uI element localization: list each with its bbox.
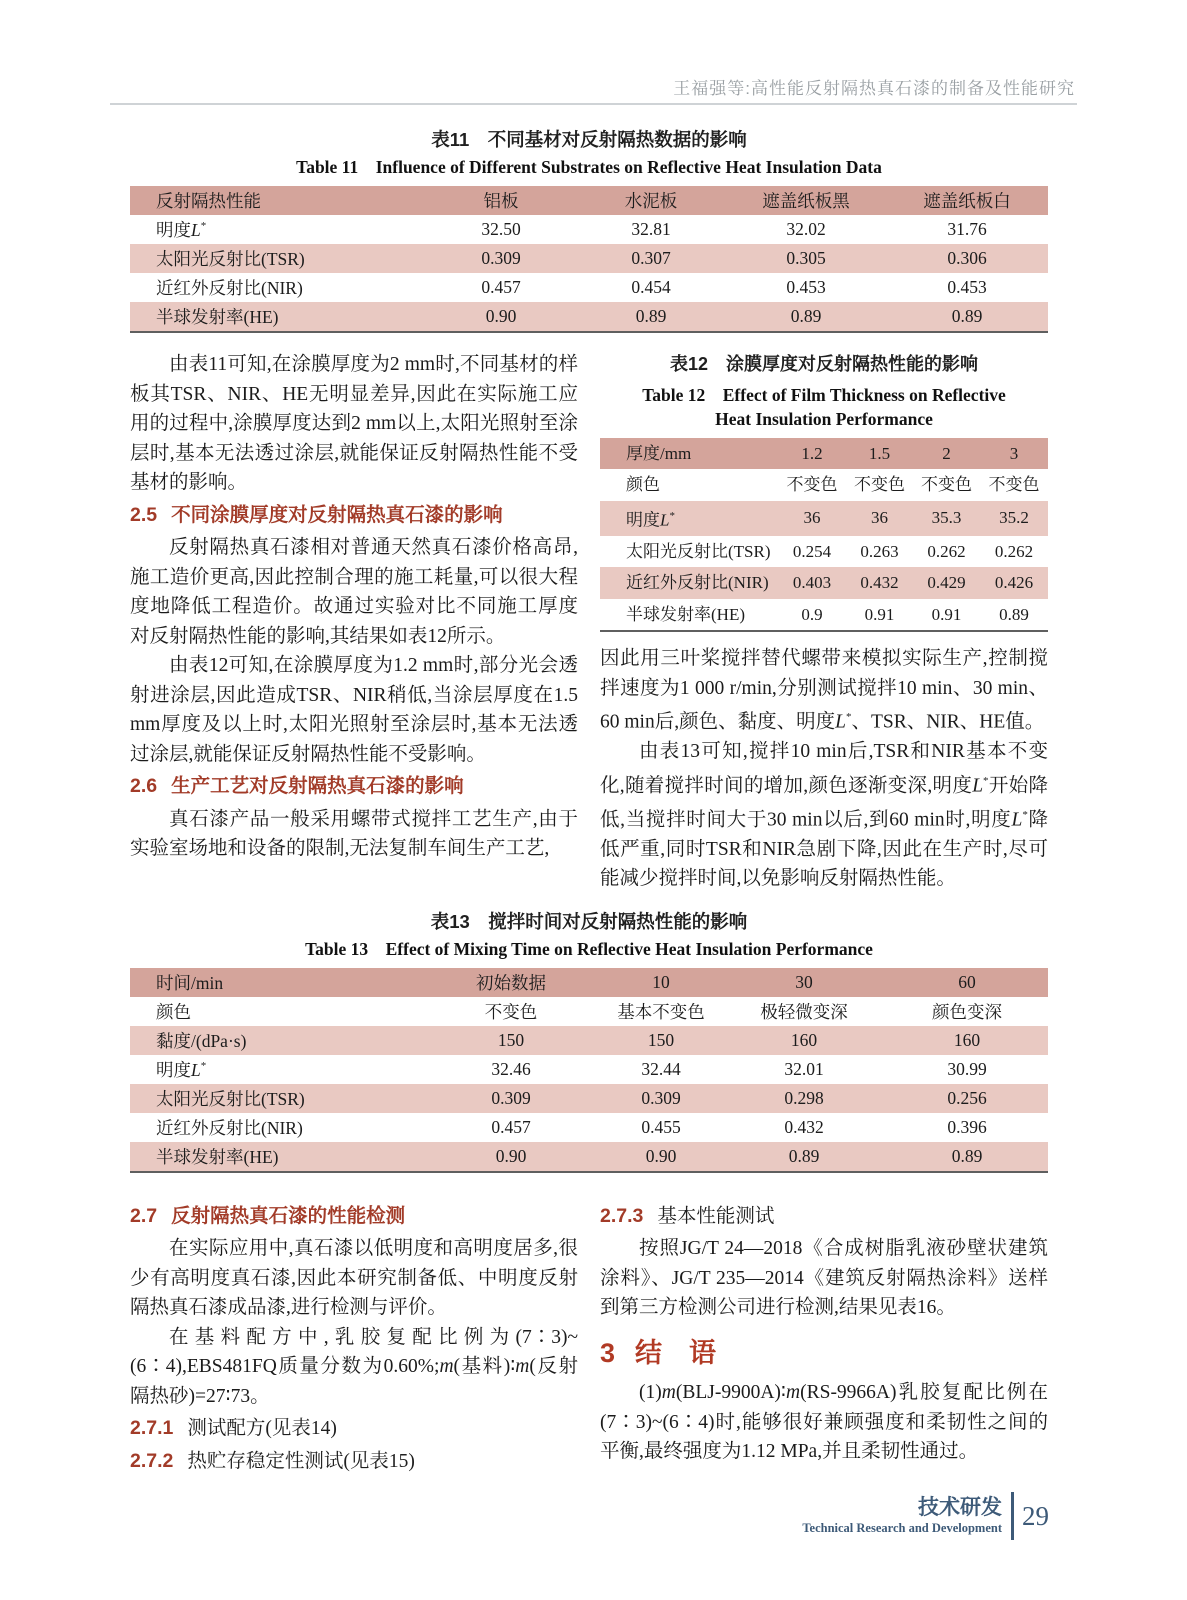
table-cell: 10 xyxy=(652,971,670,992)
table-cell: 32.50 xyxy=(481,219,521,239)
table-row xyxy=(130,1113,1048,1142)
section-number: 2.5 xyxy=(130,503,158,526)
paragraph: 由表12可知,在涂膜厚度为1.2 mm时,部分光会透射进涂层,因此造成TSR、NIR稍低,当涂层厚度在1.5 mm厚度及以上时,太阳光照射至涂层时,基本无法透过涂层,就能保证反射隔热性能不受影响。 xyxy=(130,655,578,765)
table-cell: 太阳光反射比(TSR) xyxy=(156,1088,305,1109)
table-cell: 近红外反射比(NIR) xyxy=(626,573,769,593)
table-cell: 半球发射率(HE) xyxy=(156,1146,279,1167)
upper-columns xyxy=(130,350,1048,894)
table-row xyxy=(600,501,1048,536)
footer-divider xyxy=(1011,1492,1014,1540)
table-cell: 颜色 xyxy=(626,475,660,494)
paragraph: 由表11可知,在涂膜厚度为2 mm时,不同基材的样板其TSR、NIR、HE无明显差异,因此在实际施工应用的过程中,涂膜厚度达到2 mm以上,太阳光照射至涂层时,基本无法透过涂层,就能保证反射隔热性能不受基材的影响。 xyxy=(130,354,578,493)
table-row xyxy=(130,968,1048,997)
paragraph: 在基料配方中,乳胶复配比例为(7∶3)~(6∶4),EBS481FQ质量分数为0.60%;m(基料)∶m(反射隔热砂)=27∶73。 xyxy=(130,1326,579,1407)
table-cell: 2 xyxy=(942,443,951,463)
table-cell: 遮盖纸板黑 xyxy=(762,191,850,211)
lower-columns xyxy=(130,1199,1048,1480)
table-cell: 32.46 xyxy=(491,1058,531,1079)
table-cell: 0.457 xyxy=(491,1116,531,1137)
section-title: 热贮存稳定性测试(见表15) xyxy=(187,1450,415,1472)
table-cell: 32.44 xyxy=(641,1058,681,1079)
table-cell: 0.89 xyxy=(951,1145,983,1166)
table-cell: 30 xyxy=(795,971,813,992)
table-cell: 150 xyxy=(647,1029,675,1050)
table-cell: 基本不变色 xyxy=(617,1001,705,1022)
table-cell: 0.89 xyxy=(635,306,667,326)
table-cell: 150 xyxy=(497,1029,525,1050)
table-cell: 厚度/mm xyxy=(626,443,692,463)
table-11 xyxy=(130,186,1048,333)
table-cell: 水泥板 xyxy=(624,191,678,211)
table-cell: 0.298 xyxy=(784,1087,824,1108)
table-cell: 32.02 xyxy=(786,219,826,239)
paragraph: 真石漆产品一般采用螺带式搅拌工艺生产,由于实验室场地和设备的限制,无法复制车间生产工艺, xyxy=(130,808,578,859)
table-cell: 32.81 xyxy=(631,219,671,239)
table-row xyxy=(600,438,1048,470)
table-cell: 0.396 xyxy=(947,1116,987,1137)
table-row xyxy=(130,273,1048,302)
table-cell: 35.2 xyxy=(999,508,1029,528)
section-title: 不同涂膜厚度对反射隔热真石漆的影响 xyxy=(171,503,503,526)
table-cell: 160 xyxy=(790,1029,818,1050)
section-number: 2.7.1 xyxy=(130,1417,174,1440)
table-row xyxy=(130,244,1048,273)
paragraph: 因此用三叶桨搅拌替代螺带来模拟实际生产,控制搅拌速度为1 000 r/min,分别测试搅拌10 min、30 min、60 min后,颜色、黏度、明度L*、TSR、NIR、HE值。 xyxy=(600,648,1048,733)
table-cell: 30.99 xyxy=(947,1058,987,1079)
table-cell: 0.254 xyxy=(792,541,832,561)
table-cell: 铝板 xyxy=(483,191,519,211)
section-heading-2-7-3 xyxy=(600,1202,1048,1232)
table-cell: 0.426 xyxy=(994,573,1034,593)
section-title: 生产工艺对反射隔热真石漆的影响 xyxy=(171,775,464,797)
table-cell: 0.307 xyxy=(631,248,671,268)
table-cell: 36 xyxy=(871,508,888,528)
section-title: 反射隔热真石漆的性能检测 xyxy=(171,1204,406,1227)
table-cell: 不变色 xyxy=(988,475,1040,494)
table-cell: 黏度/(dPa·s) xyxy=(156,1030,247,1051)
table-cell: 0.455 xyxy=(641,1116,681,1137)
table-cell: 1.5 xyxy=(868,443,891,463)
table-13 xyxy=(130,968,1048,1173)
table-cell: 0.89 xyxy=(788,1145,820,1166)
table-cell: 0.90 xyxy=(645,1145,677,1166)
right-column-top xyxy=(600,350,1048,894)
table-cell: 0.453 xyxy=(947,277,987,297)
table-cell: 反射隔热性能 xyxy=(156,191,261,211)
left-column-bottom xyxy=(130,1199,578,1480)
table-cell: 不变色 xyxy=(921,475,972,494)
table-cell: 0.90 xyxy=(495,1145,527,1166)
table-cell: 0.90 xyxy=(485,306,517,326)
table-cell: 颜色 xyxy=(156,1001,191,1022)
table-cell: 0.309 xyxy=(491,1087,531,1108)
page-footer xyxy=(802,1492,1049,1540)
table-cell: 不变色 xyxy=(854,475,905,494)
section-heading-2-7 xyxy=(130,1202,578,1232)
section-number: 2.7.3 xyxy=(600,1204,644,1227)
table-cell: 1.2 xyxy=(801,443,823,463)
right-column-bottom xyxy=(600,1199,1048,1480)
page-content xyxy=(130,126,1048,1479)
table-cell: 31.76 xyxy=(947,219,987,239)
table-cell: 初始数据 xyxy=(476,972,546,993)
table-cell: 明度L* xyxy=(156,1059,207,1080)
table-cell: 0.91 xyxy=(931,604,962,624)
table-row xyxy=(130,997,1048,1026)
table-row xyxy=(130,302,1048,332)
table-row xyxy=(130,1084,1048,1113)
section-heading-3 xyxy=(600,1339,1048,1369)
section-number: 2.7 xyxy=(130,1204,158,1227)
table-row xyxy=(600,536,1048,568)
table-cell: 0.429 xyxy=(927,573,966,593)
table-cell: 0.454 xyxy=(631,277,671,297)
header-divider xyxy=(110,103,1077,105)
paragraph: 由表13可知,搅拌10 min后,TSR和NIR基本不变化,随着搅拌时间的增加,颜色逐渐变深,明度L*开始降低,当搅拌时间大于30 min以后,到60 min时,明度L*降低严重,同时TSR和NIR急剧下降,因此在生产时,尽可能减少搅拌时间,以免影响反射隔热性能。 xyxy=(600,741,1048,890)
table-cell: 0.457 xyxy=(481,277,521,297)
section-heading-2-7-1 xyxy=(130,1414,578,1444)
table-cell: 36 xyxy=(803,508,821,528)
table-cell: 太阳光反射比(TSR) xyxy=(626,541,771,561)
paragraph: 按照JG/T 24—2018《合成树脂乳液砂壁状建筑涂料》、JG/T 235—2014《建筑反射隔热涂料》送样到第三方检测公司进行检测,结果见表16。 xyxy=(600,1238,1048,1319)
table-row xyxy=(600,599,1048,632)
table-cell: 0.89 xyxy=(951,306,983,326)
section-number: 2.6 xyxy=(130,775,158,797)
section-title: 结 语 xyxy=(635,1337,717,1368)
left-column-top xyxy=(130,350,578,894)
table-cell: 0.89 xyxy=(790,306,822,326)
table-row xyxy=(130,215,1048,244)
table-cell: 0.403 xyxy=(792,573,832,593)
table-11-title-cn: 表11 不同基材对反射隔热数据的影响 xyxy=(431,129,747,150)
table-cell: 遮盖纸板白 xyxy=(923,191,1011,211)
paragraph: 反射隔热真石漆相对普通天然真石漆价格高昂,施工造价更高,因此控制合理的施工耗量,可以很大程度地降低工程造价。故通过实验对比不同施工厚度对反射隔热性能的影响,其结果如表12所示。 xyxy=(130,537,578,647)
table-13-title-en: Table 13 Effect of Mixing Time on Reflective Heat Insulation Performance xyxy=(305,938,873,959)
table-cell: 0.432 xyxy=(784,1116,824,1137)
table-cell: 0.432 xyxy=(860,573,899,593)
footer-section-label xyxy=(802,1496,1002,1536)
table-cell: 0.256 xyxy=(947,1087,987,1108)
table-cell: 35.3 xyxy=(931,508,962,528)
table-cell: 160 xyxy=(953,1029,981,1050)
table-cell: 颜色变深 xyxy=(932,1001,1002,1022)
table-cell: 太阳光反射比(TSR) xyxy=(156,249,305,269)
table-cell: 明度L* xyxy=(156,220,207,240)
table-13-block xyxy=(130,908,1048,1173)
table-cell: 0.309 xyxy=(641,1087,681,1108)
page-number: 29 xyxy=(1022,1500,1049,1531)
footer-section-en: Technical Research and Development xyxy=(802,1521,1002,1535)
section-heading-2-6 xyxy=(130,772,578,802)
table-cell: 0.262 xyxy=(994,541,1034,561)
table-cell: 极轻微变深 xyxy=(760,1001,848,1022)
paragraph: 在实际应用中,真石漆以低明度和高明度居多,很少有高明度真石漆,因此本研究制备低、中明度反射隔热真石漆成品漆,进行检测与评价。 xyxy=(130,1238,578,1319)
section-heading-2-7-2 xyxy=(130,1447,578,1477)
table-12-title-en: Table 12 Effect of Film Thickness on Reflective Heat Insulation Performance xyxy=(642,384,1006,429)
section-title: 基本性能测试 xyxy=(657,1205,775,1227)
table-11-block xyxy=(130,126,1048,333)
table-cell: 32.01 xyxy=(784,1058,824,1079)
table-cell: 0.263 xyxy=(860,541,899,561)
table-cell: 0.91 xyxy=(864,604,895,624)
table-cell: 0.305 xyxy=(786,248,826,268)
table-row xyxy=(600,567,1048,599)
section-number: 2.7.2 xyxy=(130,1449,174,1472)
table-12 xyxy=(600,438,1048,633)
footer-section-cn: 技术研发 xyxy=(918,1496,1002,1519)
table-cell: 时间/min xyxy=(156,972,224,993)
table-cell: 0.453 xyxy=(786,277,826,297)
table-cell: 60 xyxy=(958,971,976,992)
table-row xyxy=(130,1142,1048,1172)
table-cell: 不变色 xyxy=(786,475,838,494)
table-row xyxy=(130,1055,1048,1084)
table-row xyxy=(130,186,1048,215)
section-heading-2-5 xyxy=(130,501,578,531)
table-11-title-en: Table 11 Influence of Different Substrates on Reflective Heat Insulation Data xyxy=(296,157,882,177)
table-12-title-cn: 表12 涂膜厚度对反射隔热性能的影响 xyxy=(669,354,979,374)
table-cell: 0.9 xyxy=(801,604,823,624)
table-13-title-cn: 表13 搅拌时间对反射隔热性能的影响 xyxy=(430,910,748,932)
table-cell: 半球发射率(HE) xyxy=(156,307,279,327)
table-cell: 0.306 xyxy=(947,248,987,268)
table-12-block xyxy=(600,350,1048,632)
table-cell: 0.89 xyxy=(999,604,1029,624)
table-cell: 0.262 xyxy=(927,541,966,561)
section-number: 3 xyxy=(600,1337,616,1368)
table-cell: 明度L* xyxy=(626,509,675,530)
paragraph: (1)m(BLJ-9900A)∶m(RS-9966A)乳胶复配比例在(7∶3)~(6∶4)时,能够很好兼顾强度和柔韧性之间的平衡,最终强度为1.12 MPa,并且柔韧性通过。 xyxy=(600,1382,1048,1463)
table-cell: 不变色 xyxy=(484,1001,538,1022)
table-row xyxy=(130,1026,1048,1055)
table-row xyxy=(600,469,1048,501)
table-cell: 0.309 xyxy=(481,248,521,268)
section-title: 测试配方(见表14) xyxy=(187,1418,337,1440)
table-cell: 近红外反射比(NIR) xyxy=(156,278,303,298)
table-cell: 3 xyxy=(1009,443,1019,463)
table-cell: 近红外反射比(NIR) xyxy=(156,1117,303,1138)
table-cell: 半球发射率(HE) xyxy=(626,604,745,624)
running-head: 王福强等:高性能反射隔热真石漆的制备及性能研究 xyxy=(673,79,1075,98)
